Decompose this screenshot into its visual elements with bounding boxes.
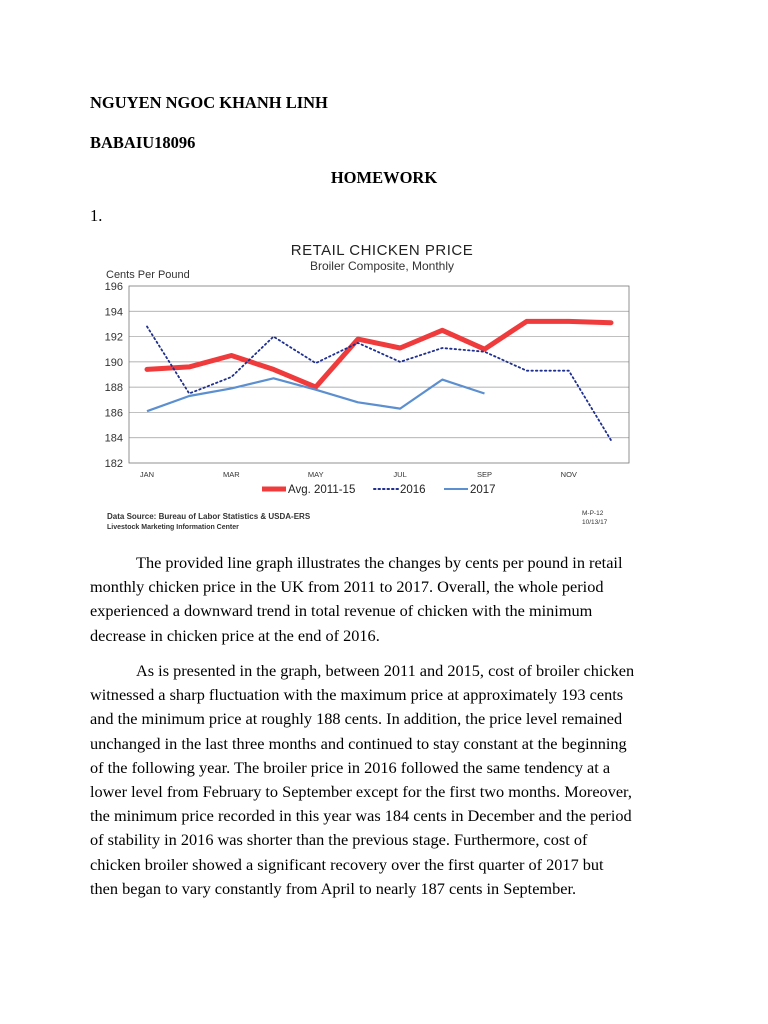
series-line-2017 bbox=[147, 378, 485, 411]
paragraph-line: of the following year. The broiler price in 2016 followed the same tendency at a bbox=[90, 757, 611, 777]
x-tick-label: SEP bbox=[476, 470, 492, 479]
paragraph-line: then began to vary constantly from April to nearly 187 cents in September. bbox=[90, 878, 577, 898]
y-tick-label: 192 bbox=[104, 331, 123, 344]
chart-source-center: Livestock Marketing Information Center bbox=[107, 524, 239, 531]
student-id: BABAIU18096 bbox=[90, 133, 196, 152]
x-tick-label: MAR bbox=[223, 470, 240, 479]
y-tick-label: 194 bbox=[104, 306, 123, 319]
legend-label-2017: 2017 bbox=[470, 484, 496, 496]
y-tick-label: 188 bbox=[104, 382, 123, 395]
paragraph-line: unchanged in the last three months and continued to stay constant at the beginning bbox=[90, 733, 627, 753]
chart-series bbox=[147, 321, 611, 440]
chart-legend bbox=[262, 484, 496, 496]
paragraph-line: of stability in 2016 was shorter than the previous stage. Furthermore, cost of bbox=[90, 830, 588, 850]
chart-date: 10/13/17 bbox=[582, 519, 608, 526]
question-number: 1. bbox=[90, 206, 103, 225]
paragraph-line: chicken broiler showed a significant recovery over the first quarter of 2017 but bbox=[90, 854, 604, 874]
x-tick-label: JUL bbox=[393, 470, 407, 479]
y-tick-label: 190 bbox=[104, 356, 123, 369]
x-axis-ticks bbox=[140, 470, 577, 479]
chart-title: RETAIL CHICKEN PRICE bbox=[290, 242, 474, 259]
paragraph-details bbox=[90, 659, 680, 901]
paragraph-line: experienced a downward trend in total revenue of chicken with the minimum bbox=[90, 601, 593, 621]
retail-chicken-price-chart bbox=[92, 236, 652, 532]
page-title: HOMEWORK bbox=[330, 168, 438, 187]
x-tick-label: JAN bbox=[139, 470, 155, 479]
paragraph-line: the minimum price recorded in this year was 184 cents in December and the period bbox=[90, 806, 632, 826]
chart-subtitle: Broiler Composite, Monthly bbox=[309, 259, 455, 273]
paragraph-line: witnessed a sharp fluctuation with the maximum price at approximately 193 cents bbox=[90, 685, 624, 705]
legend-label-avg: Avg. 2011-15 bbox=[288, 484, 356, 496]
y-tick-label: 196 bbox=[104, 281, 123, 293]
student-name: NGUYEN NGOC KHANH LINH bbox=[90, 93, 328, 112]
chart-code: M-P-12 bbox=[582, 510, 604, 517]
paragraph-line: The provided line graph illustrates the changes by cents per pound in retail bbox=[136, 553, 623, 572]
legend-label-2016: 2016 bbox=[400, 484, 426, 496]
paragraph-overview bbox=[90, 551, 680, 648]
plot-area-frame bbox=[129, 286, 629, 463]
y-tick-label: 184 bbox=[104, 432, 123, 445]
paragraph-line: As is presented in the graph, between 2011 and 2015, cost of broiler chicken bbox=[136, 661, 635, 680]
chart-source: Data Source: Bureau of Labor Statistics & USDA-ERS bbox=[107, 512, 311, 521]
paragraph-line: and the minimum price at roughly 188 cents. In addition, the price level remained bbox=[90, 709, 623, 729]
paragraph-line: lower level from February to September except for the first two months. Moreover, bbox=[90, 782, 632, 802]
x-tick-label: MAY bbox=[307, 470, 324, 479]
x-tick-label: NOV bbox=[560, 470, 577, 479]
paragraph-line: decrease in chicken price at the end of 2016. bbox=[90, 625, 380, 645]
y-axis-ticks bbox=[105, 281, 123, 470]
y-tick-label: 186 bbox=[104, 407, 123, 420]
series-line-avg-2011-15 bbox=[147, 321, 611, 387]
chart-y-axis-label: Cents Per Pound bbox=[106, 269, 190, 281]
chart-gridlines bbox=[129, 311, 629, 437]
y-tick-label: 182 bbox=[104, 458, 123, 470]
paragraph-line: monthly chicken price in the UK from 2011 to 2017. Overall, the whole period bbox=[90, 577, 604, 597]
